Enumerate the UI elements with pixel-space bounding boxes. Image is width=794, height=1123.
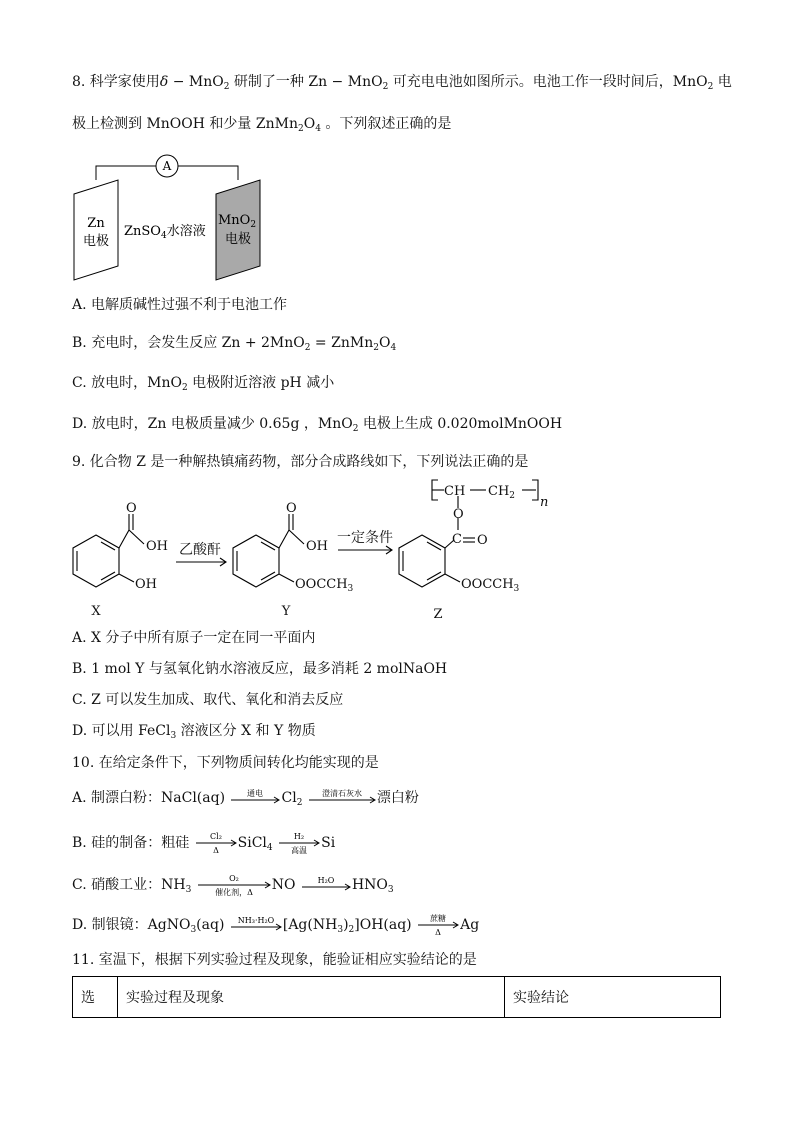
svg-text:O: O <box>453 507 464 522</box>
svg-text:H₂O: H₂O <box>317 876 335 885</box>
q9-option-c: C. Z 可以发生加成、取代、氧化和消去反应 <box>72 692 344 708</box>
svg-text:Cl₂: Cl₂ <box>209 832 222 841</box>
svg-text:CH: CH <box>444 484 466 499</box>
q10-option-b: B. 硅的制备：粗硅 Cl₂ Δ SiCl$_4$ H₂ 高温 Si <box>72 832 336 855</box>
q8-stem-line2: 极上检测到 MnOOH 和少量 $ZnMn_2O_4$ 。下列叙述正确的是 <box>72 116 452 134</box>
arrow-icon <box>194 830 238 856</box>
svg-text:OH: OH <box>135 577 157 592</box>
svg-text:C: C <box>452 532 462 547</box>
mno2-electrode <box>216 180 260 280</box>
svg-text:Δ: Δ <box>435 928 441 937</box>
q8-option-b: B. 充电时，会发生反应 $Zn + 2MnO_2 = ZnMn_2O_4$ <box>72 335 397 353</box>
svg-text:OOCCH3: $OOCCH_3$ <box>295 577 354 594</box>
arrow-icon <box>300 875 352 895</box>
arrow-reagent-1: 乙酸酐 <box>179 542 221 558</box>
svg-text:H₂: H₂ <box>294 832 305 841</box>
svg-text:OH: OH <box>306 539 328 554</box>
svg-text:Δ: Δ <box>212 846 219 855</box>
compound-y-label: Y <box>281 604 291 619</box>
q11-table <box>72 976 721 1018</box>
arrow-icon <box>229 915 283 935</box>
q10-option-c: C. 硝酸工业：$NH_3$ O₂ 催化剂，Δ NO H₂O $HNO_3$ <box>72 874 394 897</box>
q10-stem: 10. 在给定条件下，下列物质间转化均能实现的是 <box>72 755 379 771</box>
svg-text:MnO2: MnO$_2$ <box>218 213 257 230</box>
svg-text:O: O <box>286 501 297 516</box>
arrow-icon <box>229 788 281 808</box>
q9-option-a: A. X 分子中所有原子一定在同一平面内 <box>72 630 316 646</box>
arrow-icon <box>277 830 321 856</box>
q8-option-a: A. 电解质碱性过强不利于电池工作 <box>72 297 288 313</box>
q11-stem: 11. 室温下，根据下列实验过程及现象，能验证相应实验结论的是 <box>72 952 477 968</box>
svg-text:催化剂，Δ: 催化剂，Δ <box>214 888 253 897</box>
svg-text:CH2: $CH_2$ <box>488 484 516 501</box>
table-header-cell: 实验结论 <box>505 977 721 1018</box>
svg-text:n: n <box>540 495 549 510</box>
electrolyte-label: ZnSO$_4$水溶液 <box>124 224 206 241</box>
compound-x-label: X <box>91 604 101 619</box>
svg-text:O: O <box>126 501 137 516</box>
svg-text:高温: 高温 <box>291 846 308 855</box>
q8-option-c: C. 放电时，MnO$_2$ 电极附近溶液 pH 减小 <box>72 375 335 393</box>
q9-stem: 9. 化合物 Z 是一种解热镇痛药物，部分合成路线如下，下列说法正确的是 <box>72 454 529 470</box>
q9-option-b: B. 1 mol Y 与氢氧化钠水溶液反应，最多消耗 2 molNaOH <box>72 661 448 677</box>
svg-text:蔗糖: 蔗糖 <box>430 914 447 923</box>
q10-option-d: D. 制银镜：AgNO$_3$(aq) NH₃·H₂O $[Ag(NH_3)_2]OH(aq)$ 蔗糖 Δ Ag <box>72 914 480 937</box>
q10-option-a: A. 制漂白粉：NaCl(aq) 通电 $Cl_2$ 澄清石灰水 漂白粉 <box>72 789 419 808</box>
svg-text:NH₃·H₂O: NH₃·H₂O <box>237 916 275 925</box>
ammeter-label: A <box>162 159 172 173</box>
table-header-cell: 实验过程及现象 <box>118 977 505 1018</box>
svg-text:电极: 电极 <box>82 234 110 249</box>
battery-diagram <box>66 148 276 288</box>
svg-text:O: O <box>477 533 488 548</box>
q8-option-d: D. 放电时，Zn 电极质量减少 0.65g ，MnO$_2$ 电极上生成 0.020molMnOOH <box>72 416 563 434</box>
arrow-reagent-2: 一定条件 <box>337 530 393 546</box>
arrow-icon <box>196 872 272 898</box>
svg-text:电极: 电极 <box>224 232 252 247</box>
table-row <box>73 977 721 1018</box>
svg-text:澄清石灰水: 澄清石灰水 <box>321 789 362 798</box>
svg-text:通电: 通电 <box>247 789 264 798</box>
table-header-cell: 选 <box>73 977 118 1018</box>
synthesis-scheme <box>66 478 549 626</box>
svg-text:Zn: Zn <box>87 216 105 231</box>
arrow-icon <box>416 912 460 938</box>
svg-text:O₂: O₂ <box>228 874 239 883</box>
q9-option-d: D. 可以用 FeCl$_3$ 溶液区分 X 和 Y 物质 <box>72 723 316 741</box>
arrow-icon <box>307 788 377 808</box>
svg-text:OH: OH <box>146 539 168 554</box>
compound-z-label: Z <box>433 607 443 622</box>
q8-stem-line1: 8. 科学家使用δ − MnO$_2$ 研制了一种 Zn − MnO$_2$ 可充电电池如图所示。电池工作一段时间后，MnO$_2$ 电 <box>72 74 732 92</box>
svg-text:OOCCH3: $OOCCH_3$ <box>461 577 520 594</box>
